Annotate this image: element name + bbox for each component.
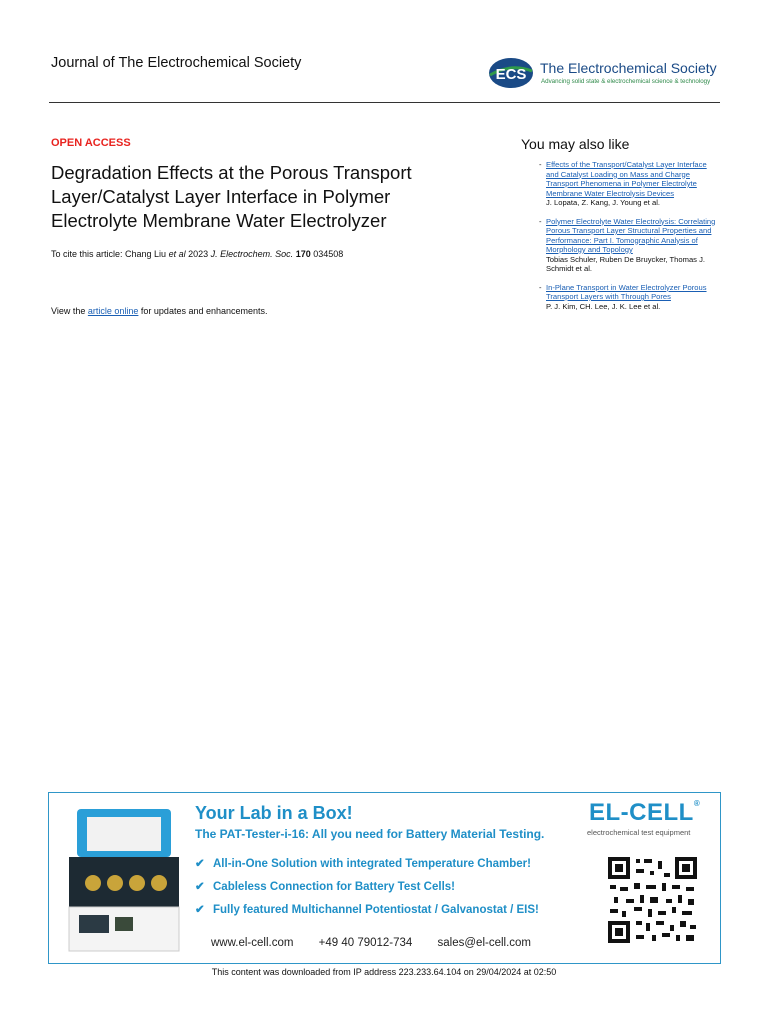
ad-feature (195, 902, 539, 925)
related-title-link[interactable]: Effects of the Transport/Catalyst Layer Interface and Catalyst Loading on Mass and Charge Transport Phenomena in Polymer Electrolyte Membrane Water Electrolysis Devices (546, 160, 707, 198)
open-access-label: OPEN ACCESS (51, 137, 131, 149)
ad-contacts (211, 937, 553, 949)
cite-article-number: 034508 (313, 249, 344, 259)
related-authors: P. J. Kim, CH. Lee, J. K. Lee et al. (546, 301, 661, 311)
view-prefix: View the (51, 306, 86, 316)
ad-email-link[interactable]: sales@el-cell.com (437, 937, 532, 949)
ad-phone: +49 40 79012-734 (318, 937, 413, 949)
cite-volume: 170 (295, 249, 311, 259)
related-list (521, 160, 721, 311)
elcell-tagline: electrochemical test equipment (587, 828, 691, 837)
publisher-name: The Electrochemical Society (540, 60, 717, 76)
view-online (51, 306, 268, 316)
checkmark-icon: ✔ (195, 904, 205, 916)
download-note: This content was downloaded from IP address 223.233.64.104 on 29/04/2024 at 02:50 (211, 967, 557, 977)
citation (51, 249, 491, 259)
ecs-badge-icon (488, 57, 534, 89)
ad-headline: Your Lab in a Box! (195, 803, 353, 823)
related-authors: Tobias Schuler, Ruben De Bruycker, Thomas J. Schmidt et al. (546, 254, 705, 273)
elcell-logo (589, 799, 700, 827)
registered-mark: ® (693, 799, 701, 808)
ad-feature-text: All-in-One Solution with integrated Temperature Chamber! (213, 858, 531, 870)
related-title-link[interactable]: Polymer Electrolyte Water Electrolysis: Correlating Porous Transport Layer Structural Properties and Performance: Part I. Tomographic Analysis of Morphology and Topology (546, 216, 716, 254)
related-heading: You may also like (521, 136, 630, 152)
related-authors: J. Lopata, Z. Kang, J. Young et al. (546, 198, 660, 207)
article-online-link[interactable]: article online (87, 306, 139, 316)
publisher-tagline: Advancing solid state & electrochemical science & technology (541, 78, 711, 85)
related-articles (521, 136, 721, 320)
ecs-logo[interactable] (488, 57, 724, 93)
battery-tester-image (63, 805, 183, 955)
related-title-link[interactable]: In-Plane Transport in Water Electrolyzer Porous Transport Layers with Through Pores (546, 282, 707, 301)
list-dash: - (539, 282, 542, 292)
article-title: Degradation Effects at the Porous Transport Layer/Catalyst Layer Interface in Polymer Electrolyte Membrane Water Electrolyzer (51, 162, 412, 231)
related-item (521, 217, 721, 274)
ad-feature-text: Cableless Connection for Battery Test Cells! (213, 881, 455, 893)
checkmark-icon: ✔ (195, 858, 205, 870)
cite-journal: J. Electrochem. Soc. (210, 249, 294, 259)
cite-year: 2023 (188, 249, 209, 259)
ecs-badge-text: ECS (495, 66, 527, 83)
ad-feature (195, 856, 539, 879)
view-suffix: for updates and enhancements. (140, 306, 268, 316)
list-dash: - (539, 216, 542, 226)
related-item (521, 160, 721, 208)
cite-prefix: To cite this article: Chang Liu (51, 249, 167, 259)
header-divider (49, 102, 720, 103)
related-item (521, 283, 721, 312)
advertisement-banner[interactable] (48, 792, 721, 964)
list-dash: - (539, 160, 542, 169)
ad-feature-list (195, 856, 539, 925)
elcell-brand: EL-CELL (589, 799, 694, 826)
checkmark-icon: ✔ (195, 881, 205, 893)
qr-code-icon[interactable] (606, 855, 699, 945)
cite-etal: et al (168, 249, 186, 259)
ad-subline: The PAT-Tester-i-16: All you need for Battery Material Testing. (195, 827, 545, 841)
ad-feature (195, 879, 539, 902)
ad-feature-text: Fully featured Multichannel Potentiostat / Galvanostat / EIS! (213, 904, 539, 916)
ad-website-link[interactable]: www.el-cell.com (211, 937, 294, 949)
journal-name: Journal of The Electrochemical Society (51, 55, 302, 71)
